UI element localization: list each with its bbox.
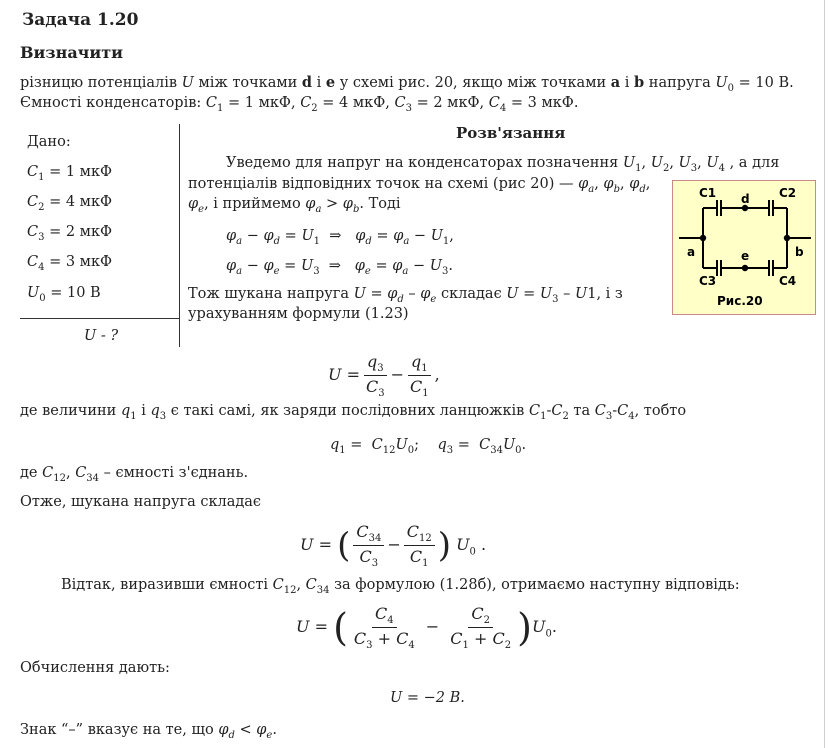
given-c4: $C_4 = 3$ мкФ <box>27 254 113 273</box>
given-label: Дано: <box>27 134 71 150</box>
given-c3: $C_3 = 2$ мкФ <box>27 224 113 243</box>
solution-line-1: Уведемо для напруг на конденсаторах позначення $U_1$, $U_2$, $U_3$, $U_4$ , а для <box>226 155 780 174</box>
task-title: Задача 1.20 <box>22 10 139 30</box>
equation-1: $\varphi_a - \varphi_d = U_1$ ⇒ $\varphi_d = \varphi_a - U_1$, <box>226 228 454 247</box>
solution-line-4: Тож шукана напруга $U = \varphi_d - \varphi_e$ складає $U = U_3 - U1$, і з <box>188 286 623 305</box>
solution-line-8: Отже, шукана напруга складає <box>20 494 262 510</box>
given-find: U - ? <box>84 328 119 344</box>
label-b: b <box>795 245 804 259</box>
solution-heading: Розв'язання <box>456 124 566 142</box>
label-c4: C4 <box>779 274 797 288</box>
equation-2: $\varphi_a - \varphi_e = U_3$ ⇒ $\varphi_e = \varphi_a - U_3$. <box>226 258 453 277</box>
solution-line-5: урахуванням формули (1.23) <box>188 306 409 322</box>
label-e: e <box>741 249 750 263</box>
circuit-figure <box>672 180 816 315</box>
formula-u-capacities: U = ( $\frac{C_{34}}{C_3}$ − $\frac{C_{12}}{C_1}$ ) $U_0$ . <box>300 522 487 570</box>
given-c2: $C_2 = 4$ мкФ <box>27 194 113 213</box>
solution-line-10: Обчислення дають: <box>20 660 170 676</box>
solution-line-3: $\varphi_e$, і приймемо $\varphi_a > \varphi_b$. Тоді <box>188 196 401 215</box>
page-right-border <box>824 0 825 748</box>
solution-line-6: де величини $q_1$ і $q_3$ є такі самі, як заряди послідовних ланцюжків $C_1-C_2$ та $C_3-C_4$, тобто <box>20 403 687 422</box>
formula-charges: $q_1 = C_{12}U_0$; $q_3 = C_{34}U_0$. <box>330 437 527 456</box>
label-c3: C3 <box>699 274 717 288</box>
solution-line-7: де $C_{12}$, $C_{34}$ – ємності з'єднань. <box>20 465 249 484</box>
label-c1: C1 <box>699 186 717 200</box>
label-a: a <box>687 245 696 259</box>
solution-line-11: Знак “–” вказує на те, що $\varphi_d < \varphi_e$. <box>20 722 277 741</box>
label-d: d <box>741 192 750 206</box>
circuit-diagram <box>673 181 815 314</box>
problem-line-2: Ємності конденсаторів: $C_1 = 1$ мкФ, $C_2 = 4$ мкФ, $C_3 = 2$ мкФ, $C_4 = 3$ мкФ. <box>20 95 579 114</box>
problem-line-1: різницю потенціалів U між точками d і e у схемі рис. 20, якщо між точками a і b напруга $U_0 = 10$ В. <box>20 74 794 94</box>
formula-u-charges: U = $\frac{q_3}{C_3}$ − $\frac{q_1}{C_1}$ , <box>328 352 440 400</box>
figure-caption: Рис.20 <box>717 294 763 308</box>
formula-final: U = ( $\frac{C_4}{C_3 + C_4}$ − $\frac{C_2}{C_1 + C_2}$ )$U_0$. <box>296 604 557 652</box>
label-c2: C2 <box>779 186 797 200</box>
result-value: U = −2 В. <box>390 690 465 706</box>
solution-line-2: потенціалів відповідних точок на схемі (рис 20) — $\varphi_a$, $\varphi_b$, $\varphi_d$, <box>188 176 651 195</box>
solution-line-9: Відтак, виразивши ємності $C_{12}$, $C_{34}$ за формулою (1.28б), отримаємо наступну відповідь: <box>61 577 740 596</box>
given-u0: $U_0 = 10$ В <box>27 285 101 304</box>
given-c1: $C_1 = 1$ мкФ <box>27 164 113 183</box>
task-subtitle: Визначити <box>20 43 124 62</box>
given-vertical-divider <box>179 124 180 347</box>
given-divider <box>20 318 179 319</box>
